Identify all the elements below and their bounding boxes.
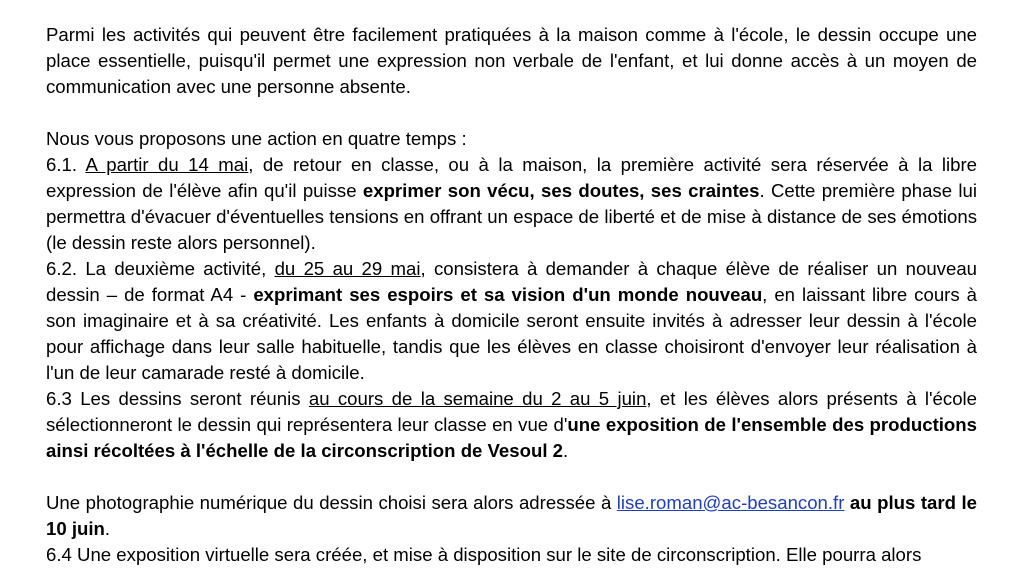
step-6-1-paragraph: [46, 152, 977, 256]
step-6-3-text-a: Les dessins seront réunis: [80, 388, 309, 409]
step-6-1-text-a: , de retour en classe, ou à la maison, la première activité sera réservée à la libre expression de l'élève afin qu'il puisse: [46, 154, 978, 201]
step-6-2-text-b: , consistera à demander à chaque élève de réaliser un nouveau dessin – de format A4 -: [46, 258, 978, 305]
photo-deadline: au plus tard le 10 juin: [46, 492, 977, 539]
step-6-2-paragraph: [46, 256, 977, 386]
paragraph-gap: [46, 464, 977, 490]
step-6-2-number: 6.2.: [46, 258, 78, 279]
step-6-1-text-b: . Cette première phase lui permettra d'évacuer d'éventuelles tensions en offrant un espace de liberté et de mise à distance de ses émotions (le dessin reste alors personnel).: [46, 180, 977, 253]
step-6-1-number: 6.1.: [46, 154, 78, 175]
step-6-4-paragraph: [46, 542, 977, 568]
proposal-paragraph: [46, 126, 977, 152]
step-6-3-number: 6.3: [46, 388, 72, 409]
step-6-3-bold: une exposition de l'ensemble des productions ainsi récoltées à l'échelle de la circonscription de Vesoul 2: [46, 414, 977, 461]
intro-paragraph: [46, 22, 977, 100]
step-6-2-text-a: La deuxième activité,: [85, 258, 275, 279]
photo-text-a: Une photographie numérique du dessin choisi sera alors adressée à: [46, 492, 617, 513]
step-6-4-number: 6.4: [46, 544, 72, 565]
email-link[interactable]: lise.roman@ac-besancon.fr: [616, 492, 845, 513]
step-6-2-text-c: , en laissant libre cours à son imaginaire et à sa créativité. Les enfants à domicile seront ensuite invités à adresser leur dessin à l'école pour affichage dans leur salle habituelle, tandis que les élèves en classe choisiront d'envoyer leur réalisation à l'un de leur camarade resté à domicile.: [46, 284, 977, 383]
paragraph-gap: [46, 100, 977, 126]
step-6-3-date: au cours de la semaine du 2 au 5 juin: [308, 388, 647, 409]
proposal-text: Nous vous proposons une action en quatre temps :: [46, 128, 467, 149]
step-6-3-text-b: , et les élèves alors présents à l'école sélectionneront le dessin qui représentera leur classe en vue d': [46, 388, 978, 435]
step-6-4-text: Une exposition virtuelle sera créée, et mise à disposition sur le site de circonscription. Elle pourra alors: [77, 544, 922, 565]
step-6-3-text-c: .: [563, 440, 569, 461]
intro-text: Parmi les activités qui peuvent être facilement pratiquées à la maison comme à l'école, le dessin occupe une place essentielle, puisqu'il permet une expression non verbale de l'enfant, et lui donne accès à un moyen de communication avec une personne absente.: [46, 24, 977, 97]
photo-text-b: .: [104, 518, 111, 539]
step-6-2-bold: exprimant ses espoirs et sa vision d'un monde nouveau: [253, 284, 763, 305]
document-body: [46, 22, 977, 568]
step-6-2-date: du 25 au 29 mai: [274, 258, 421, 279]
photo-paragraph: [46, 490, 977, 542]
step-6-3-paragraph: [46, 386, 977, 464]
step-6-1-bold: exprimer son vécu, ses doutes, ses craintes: [362, 180, 760, 201]
step-6-1-date: A partir du 14 mai: [85, 154, 249, 175]
